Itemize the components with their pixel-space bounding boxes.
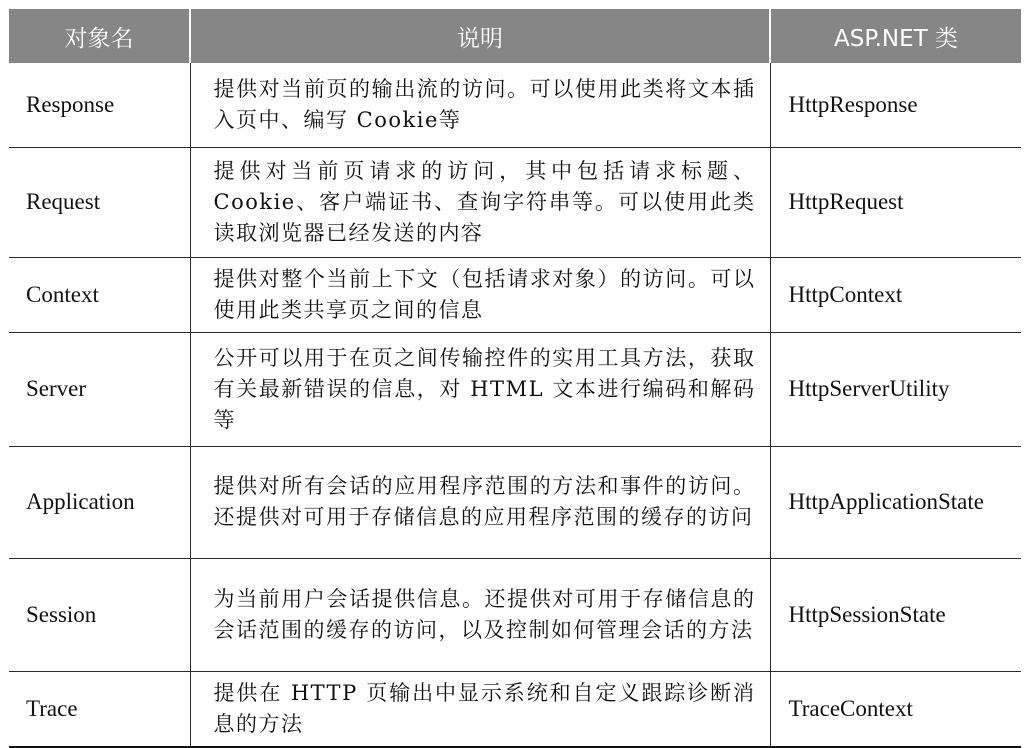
description-cell: 为当前用户会话提供信息。还提供对可用于存储信息的会话范围的缓存的访问，以及控制如何管理会话的方法 [190, 558, 770, 671]
class-cell: HttpRequest [770, 147, 1021, 257]
class-cell: HttpSessionState [770, 558, 1021, 671]
class-cell: HttpResponse [770, 63, 1021, 147]
table-row [9, 558, 1021, 671]
table-row [9, 446, 1021, 558]
object-name-cell: Request [9, 147, 190, 257]
class-cell: HttpContext [770, 257, 1021, 332]
table-row [9, 332, 1021, 446]
table-row [9, 63, 1021, 147]
description-cell: 提供对当前页请求的访问，其中包括请求标题、Cookie、客户端证书、查询字符串等。可以使用此类读取浏览器已经发送的内容 [190, 147, 770, 257]
header-description: 说明 [190, 9, 770, 63]
description-cell: 提供对所有会话的应用程序范围的方法和事件的访问。还提供对可用于存储信息的应用程序范围的缓存的访问 [190, 446, 770, 558]
description-cell: 公开可以用于在页之间传输控件的实用工具方法，获取有关最新错误的信息，对 HTML 文本进行编码和解码等 [190, 332, 770, 446]
object-name-cell: Response [9, 63, 190, 147]
object-name-cell: Session [9, 558, 190, 671]
description-cell: 提供对整个当前上下文（包括请求对象）的访问。可以使用此类共享页之间的信息 [190, 257, 770, 332]
asp-objects-table [9, 9, 1021, 748]
header-aspnet-class: ASP.NET 类 [770, 9, 1021, 63]
table-row [9, 257, 1021, 332]
description-cell: 提供对当前页的输出流的访问。可以使用此类将文本插入页中、编写 Cookie等 [190, 63, 770, 147]
object-name-cell: Application [9, 446, 190, 558]
header-row [9, 9, 1021, 63]
class-cell: TraceContext [770, 671, 1021, 747]
object-name-cell: Context [9, 257, 190, 332]
class-cell: HttpServerUtility [770, 332, 1021, 446]
class-cell: HttpApplicationState [770, 446, 1021, 558]
table-row [9, 671, 1021, 747]
object-name-cell: Trace [9, 671, 190, 747]
header-object-name: 对象名 [9, 9, 190, 63]
object-name-cell: Server [9, 332, 190, 446]
table-row [9, 147, 1021, 257]
description-cell: 提供在 HTTP 页输出中显示系统和自定义跟踪诊断消息的方法 [190, 671, 770, 747]
